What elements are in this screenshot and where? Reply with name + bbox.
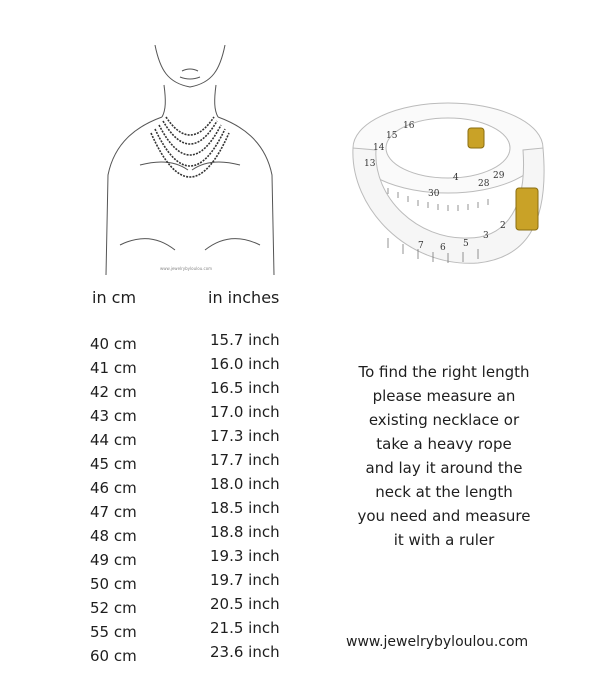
row-inch-value: 16.5 inch <box>210 379 280 397</box>
website-url: www.jewelrybyloulou.com <box>346 634 529 650</box>
instruction-line: it with a ruler <box>393 531 495 549</box>
tape-number: 2 <box>500 221 506 231</box>
row-inch-value: 18.8 inch <box>210 523 280 541</box>
row-cm-value: 48 cm <box>90 527 137 545</box>
measuring-tape-illustration <box>328 88 558 278</box>
tape-number: 28 <box>478 179 490 189</box>
tape-number: 15 <box>386 131 398 141</box>
instruction-line: To find the right length <box>358 363 530 381</box>
row-inch-value: 19.3 inch <box>210 547 280 565</box>
tape-number: 6 <box>440 243 446 253</box>
row-inch-value: 18.5 inch <box>210 499 280 517</box>
tape-number: 30 <box>428 189 440 199</box>
row-inch-value: 20.5 inch <box>210 595 280 613</box>
tape-number: 4 <box>453 173 459 183</box>
row-cm-value: 42 cm <box>90 383 137 401</box>
row-cm-value: 40 cm <box>90 335 137 353</box>
row-cm-value: 50 cm <box>90 575 137 593</box>
row-cm-value: 49 cm <box>90 551 137 569</box>
row-inch-value: 18.0 inch <box>210 475 280 493</box>
row-cm-value: 43 cm <box>90 407 137 425</box>
header-inches: in inches <box>208 288 280 307</box>
row-inch-value: 17.7 inch <box>210 451 280 469</box>
tape-number: 5 <box>463 239 469 249</box>
instruction-line: you need and measure <box>357 507 531 525</box>
row-cm-value: 60 cm <box>90 647 137 665</box>
row-inch-value: 21.5 inch <box>210 619 280 637</box>
row-inch-value: 16.0 inch <box>210 355 280 373</box>
instruction-line: take a heavy rope <box>376 435 512 453</box>
row-inch-value: 15.7 inch <box>210 331 280 349</box>
header-cm: in cm <box>92 288 137 307</box>
row-inch-value: 19.7 inch <box>210 571 280 589</box>
instruction-line: please measure an <box>372 387 516 405</box>
row-cm-value: 41 cm <box>90 359 137 377</box>
neck-watermark: www.jewelrybyloulou.com <box>160 266 213 271</box>
tape-number: 3 <box>483 231 489 241</box>
measuring-instructions <box>338 360 550 552</box>
tape-number: 13 <box>364 159 376 169</box>
row-cm-value: 44 cm <box>90 431 137 449</box>
tape-number: 7 <box>418 241 424 251</box>
instruction-line: and lay it around the <box>365 459 523 477</box>
row-inch-value: 17.0 inch <box>210 403 280 421</box>
row-cm-value: 47 cm <box>90 503 137 521</box>
tape-number: 14 <box>373 143 385 153</box>
row-cm-value: 46 cm <box>90 479 137 497</box>
instruction-line: neck at the length <box>375 483 513 501</box>
row-cm-value: 55 cm <box>90 623 137 641</box>
tape-number: 29 <box>493 171 505 181</box>
instruction-line: existing necklace or <box>368 411 520 429</box>
neck-necklace-illustration <box>100 45 280 275</box>
tape-number: 16 <box>403 121 415 131</box>
row-inch-value: 23.6 inch <box>210 643 280 661</box>
row-cm-value: 45 cm <box>90 455 137 473</box>
row-cm-value: 52 cm <box>90 599 137 617</box>
row-inch-value: 17.3 inch <box>210 427 280 445</box>
